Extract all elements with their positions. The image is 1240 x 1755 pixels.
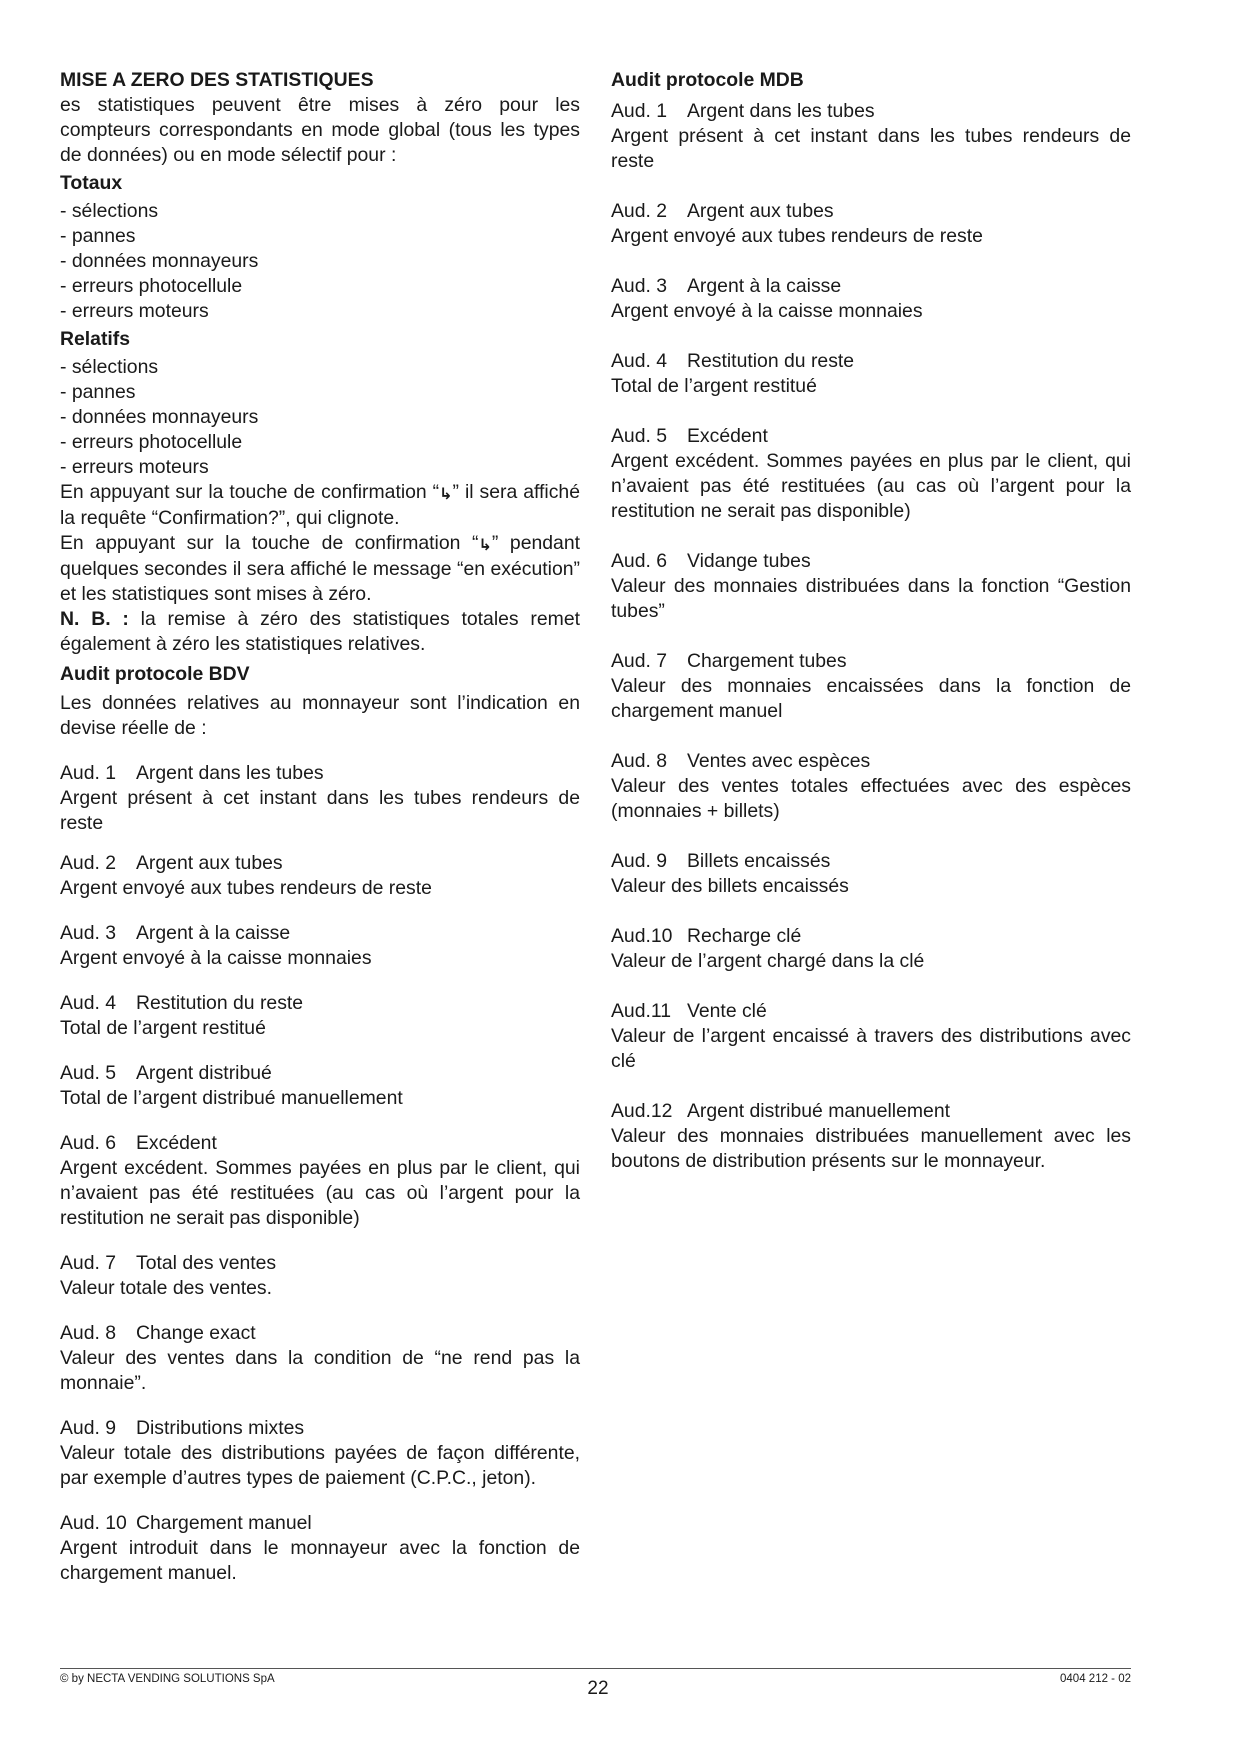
aud-number: Aud. 6 bbox=[611, 550, 668, 572]
aud-label: Vente clé bbox=[687, 1000, 767, 1022]
aud-label: Argent à la caisse bbox=[136, 922, 291, 944]
confirm-paragraph-2 bbox=[60, 531, 580, 607]
aud-label: Change exact bbox=[136, 1322, 256, 1344]
nb-text: la remise à zéro des statistiques totales remet également à zéro les statistiques relatives. bbox=[60, 608, 580, 655]
aud-number: Aud. 2 bbox=[611, 200, 668, 222]
aud-label: Argent dans les tubes bbox=[136, 762, 324, 784]
confirm-text-b: ” pendant quelques secondes il sera affiché le message “en exécution” et les statistiques sont mises à zéro. bbox=[60, 532, 581, 605]
list-item: - erreurs moteurs bbox=[60, 300, 209, 322]
aud-description: Valeur des ventes dans la condition de “ne rend pas la monnaie”. bbox=[60, 1347, 580, 1394]
list-item bbox=[611, 999, 1131, 1074]
nb-paragraph bbox=[60, 607, 580, 657]
aud-description: Argent introduit dans le monnayeur avec la fonction de chargement manuel. bbox=[60, 1537, 580, 1584]
section-title: MISE A ZERO DES STATISTIQUES bbox=[60, 69, 374, 91]
aud-title bbox=[611, 1099, 1131, 1124]
aud-title bbox=[611, 424, 1131, 449]
aud-description: Argent envoyé à la caisse monnaies bbox=[611, 300, 923, 322]
list-item bbox=[60, 851, 580, 901]
aud-number: Aud. 3 bbox=[60, 922, 117, 944]
aud-number: Aud. 5 bbox=[60, 1062, 117, 1084]
aud-number: Aud.11 bbox=[611, 1000, 672, 1022]
bdv-list bbox=[60, 761, 580, 1586]
aud-label: Chargement manuel bbox=[136, 1512, 312, 1534]
list-item bbox=[60, 761, 580, 836]
aud-number: Aud.10 bbox=[611, 925, 673, 947]
aud-description: Argent envoyé aux tubes rendeurs de reste bbox=[611, 225, 983, 247]
totaux-heading: Totaux bbox=[60, 172, 123, 194]
aud-number: Aud. 9 bbox=[611, 850, 668, 872]
aud-title bbox=[60, 1321, 580, 1346]
list-item: - erreurs photocellule bbox=[60, 275, 243, 297]
aud-number: Aud. 10 bbox=[60, 1512, 127, 1534]
aud-label: Argent aux tubes bbox=[136, 852, 283, 874]
aud-number: Aud. 5 bbox=[611, 425, 668, 447]
aud-label: Argent aux tubes bbox=[687, 200, 834, 222]
footer-copyright: © by NECTA VENDING SOLUTIONS SpA bbox=[60, 1673, 275, 1685]
aud-description: Valeur des ventes totales effectuées avec des espèces (monnaies + billets) bbox=[611, 775, 1131, 822]
list-item: - erreurs moteurs bbox=[60, 456, 209, 478]
aud-label: Excédent bbox=[687, 425, 768, 447]
aud-title bbox=[611, 849, 1131, 874]
bdv-heading: Audit protocole BDV bbox=[60, 663, 250, 685]
aud-description: Valeur des billets encaissés bbox=[611, 875, 849, 897]
aud-number: Aud. 1 bbox=[611, 100, 668, 122]
confirm-key-icon: ↳ bbox=[478, 537, 492, 554]
list-item: - pannes bbox=[60, 381, 136, 403]
list-item bbox=[60, 921, 580, 971]
mdb-list bbox=[611, 99, 1131, 1174]
aud-title bbox=[60, 1061, 580, 1086]
list-item: - erreurs photocellule bbox=[60, 431, 243, 453]
aud-number: Aud. 2 bbox=[60, 852, 117, 874]
list-item: - données monnayeurs bbox=[60, 250, 259, 272]
aud-number: Aud. 3 bbox=[611, 275, 668, 297]
aud-number: Aud. 6 bbox=[60, 1132, 117, 1154]
aud-description: Valeur totale des ventes. bbox=[60, 1277, 272, 1299]
aud-title bbox=[611, 99, 1131, 124]
list-item: - données monnayeurs bbox=[60, 406, 259, 428]
aud-label: Argent à la caisse bbox=[687, 275, 842, 297]
footer-divider bbox=[60, 1668, 1131, 1669]
confirm-text-a: En appuyant sur la touche de confirmation “ bbox=[60, 532, 479, 554]
list-item: - sélections bbox=[60, 356, 159, 378]
aud-description: Total de l’argent restitué bbox=[611, 375, 817, 397]
aud-description: Valeur des monnaies distribuées dans la fonction “Gestion tubes” bbox=[611, 575, 1131, 622]
aud-title bbox=[611, 649, 1131, 674]
aud-description: Valeur totale des distributions payées de façon différente, par exemple d’autres types de paiement (C.P.C., jeton). bbox=[60, 1442, 580, 1489]
list-item bbox=[611, 924, 1131, 974]
aud-label: Argent dans les tubes bbox=[687, 100, 875, 122]
aud-label: Total des ventes bbox=[136, 1252, 277, 1274]
aud-label: Excédent bbox=[136, 1132, 217, 1154]
mdb-heading: Audit protocole MDB bbox=[611, 69, 804, 91]
aud-description: Valeur des monnaies encaissées dans la fonction de chargement manuel bbox=[611, 675, 1131, 722]
aud-description: Total de l’argent distribué manuellement bbox=[60, 1087, 403, 1109]
aud-number: Aud. 1 bbox=[60, 762, 117, 784]
list-item bbox=[611, 199, 1131, 249]
confirm-paragraph-1 bbox=[60, 480, 580, 531]
list-item bbox=[60, 1511, 580, 1586]
confirm-text-b: ” il sera affiché la requête “Confirmation?”, qui clignote. bbox=[60, 481, 580, 529]
left-column bbox=[60, 68, 580, 1586]
aud-label: Chargement tubes bbox=[687, 650, 847, 672]
aud-title bbox=[611, 924, 1131, 949]
aud-title bbox=[611, 349, 1131, 374]
aud-label: Distributions mixtes bbox=[136, 1417, 305, 1439]
aud-title bbox=[60, 851, 580, 876]
aud-title bbox=[60, 1511, 580, 1536]
nb-label: N. B. : bbox=[60, 608, 129, 630]
aud-title bbox=[611, 749, 1131, 774]
aud-label: Restitution du reste bbox=[687, 350, 855, 372]
aud-label: Billets encaissés bbox=[687, 850, 831, 872]
list-item bbox=[611, 349, 1131, 399]
list-item bbox=[60, 1131, 580, 1231]
aud-number: Aud. 4 bbox=[60, 992, 117, 1014]
list-item bbox=[60, 1416, 580, 1491]
aud-title bbox=[60, 1251, 580, 1276]
intro-paragraph: es statistiques peuvent être mises à zéro pour les compteurs correspondants en mode global (tous les types de données) ou en mode sélectif pour : bbox=[60, 94, 580, 166]
aud-number: Aud. 8 bbox=[60, 1322, 117, 1344]
aud-number: Aud. 7 bbox=[60, 1252, 117, 1274]
aud-label: Restitution du reste bbox=[136, 992, 304, 1014]
aud-label: Argent distribué manuellement bbox=[687, 1100, 950, 1122]
aud-number: Aud. 8 bbox=[611, 750, 668, 772]
aud-title bbox=[60, 1416, 580, 1441]
relatifs-list bbox=[60, 355, 580, 480]
aud-title bbox=[60, 1131, 580, 1156]
right-column bbox=[611, 68, 1131, 1174]
aud-description: Argent présent à cet instant dans les tubes rendeurs de reste bbox=[60, 787, 580, 834]
aud-title bbox=[60, 761, 580, 786]
page-number: 22 bbox=[587, 1678, 609, 1699]
list-item bbox=[611, 549, 1131, 624]
aud-description: Argent excédent. Sommes payées en plus par le client, qui n’avaient pas été restituées (au cas où l’argent pour la restitution ne serait pas disponible) bbox=[611, 450, 1131, 522]
relatifs-heading: Relatifs bbox=[60, 328, 131, 350]
confirm-key-icon: ↳ bbox=[439, 486, 453, 503]
aud-description: Valeur de l’argent chargé dans la clé bbox=[611, 950, 925, 972]
confirm-text-a: En appuyant sur la touche de confirmation “ bbox=[60, 481, 440, 503]
list-item bbox=[60, 991, 580, 1041]
aud-title bbox=[611, 549, 1131, 574]
aud-title bbox=[60, 921, 580, 946]
aud-description: Argent excédent. Sommes payées en plus par le client, qui n’avaient pas été restituées (au cas où l’argent pour la restitution ne serait pas disponible) bbox=[60, 1157, 580, 1229]
aud-title bbox=[611, 199, 1131, 224]
list-item bbox=[611, 849, 1131, 899]
document-code: 0404 212 - 02 bbox=[1060, 1673, 1131, 1685]
aud-number: Aud. 4 bbox=[611, 350, 668, 372]
aud-label: Argent distribué bbox=[136, 1062, 272, 1084]
aud-description: Argent envoyé à la caisse monnaies bbox=[60, 947, 372, 969]
list-item bbox=[60, 1061, 580, 1111]
list-item bbox=[611, 749, 1131, 824]
list-item bbox=[611, 1099, 1131, 1174]
aud-label: Vidange tubes bbox=[687, 550, 811, 572]
aud-description: Valeur de l’argent encaissé à travers des distributions avec clé bbox=[611, 1025, 1131, 1072]
aud-description: Total de l’argent restitué bbox=[60, 1017, 266, 1039]
aud-number: Aud. 7 bbox=[611, 650, 668, 672]
aud-number: Aud. 9 bbox=[60, 1417, 117, 1439]
aud-description: Argent envoyé aux tubes rendeurs de reste bbox=[60, 877, 432, 899]
bdv-intro: Les données relatives au monnayeur sont l’indication en devise réelle de : bbox=[60, 692, 580, 739]
aud-description: Valeur des monnaies distribuées manuellement avec les boutons de distribution présents sur le monnayeur. bbox=[611, 1125, 1131, 1172]
aud-description: Argent présent à cet instant dans les tubes rendeurs de reste bbox=[611, 125, 1131, 172]
aud-number: Aud.12 bbox=[611, 1100, 673, 1122]
totaux-list bbox=[60, 199, 580, 324]
aud-title bbox=[60, 991, 580, 1016]
aud-label: Recharge clé bbox=[687, 925, 802, 947]
list-item bbox=[611, 649, 1131, 724]
list-item bbox=[611, 274, 1131, 324]
list-item: - sélections bbox=[60, 200, 159, 222]
list-item: - pannes bbox=[60, 225, 136, 247]
list-item bbox=[60, 1321, 580, 1396]
aud-title bbox=[611, 999, 1131, 1024]
list-item bbox=[60, 1251, 580, 1301]
aud-title bbox=[611, 274, 1131, 299]
list-item bbox=[611, 99, 1131, 174]
list-item bbox=[611, 424, 1131, 524]
aud-label: Ventes avec espèces bbox=[687, 750, 871, 772]
